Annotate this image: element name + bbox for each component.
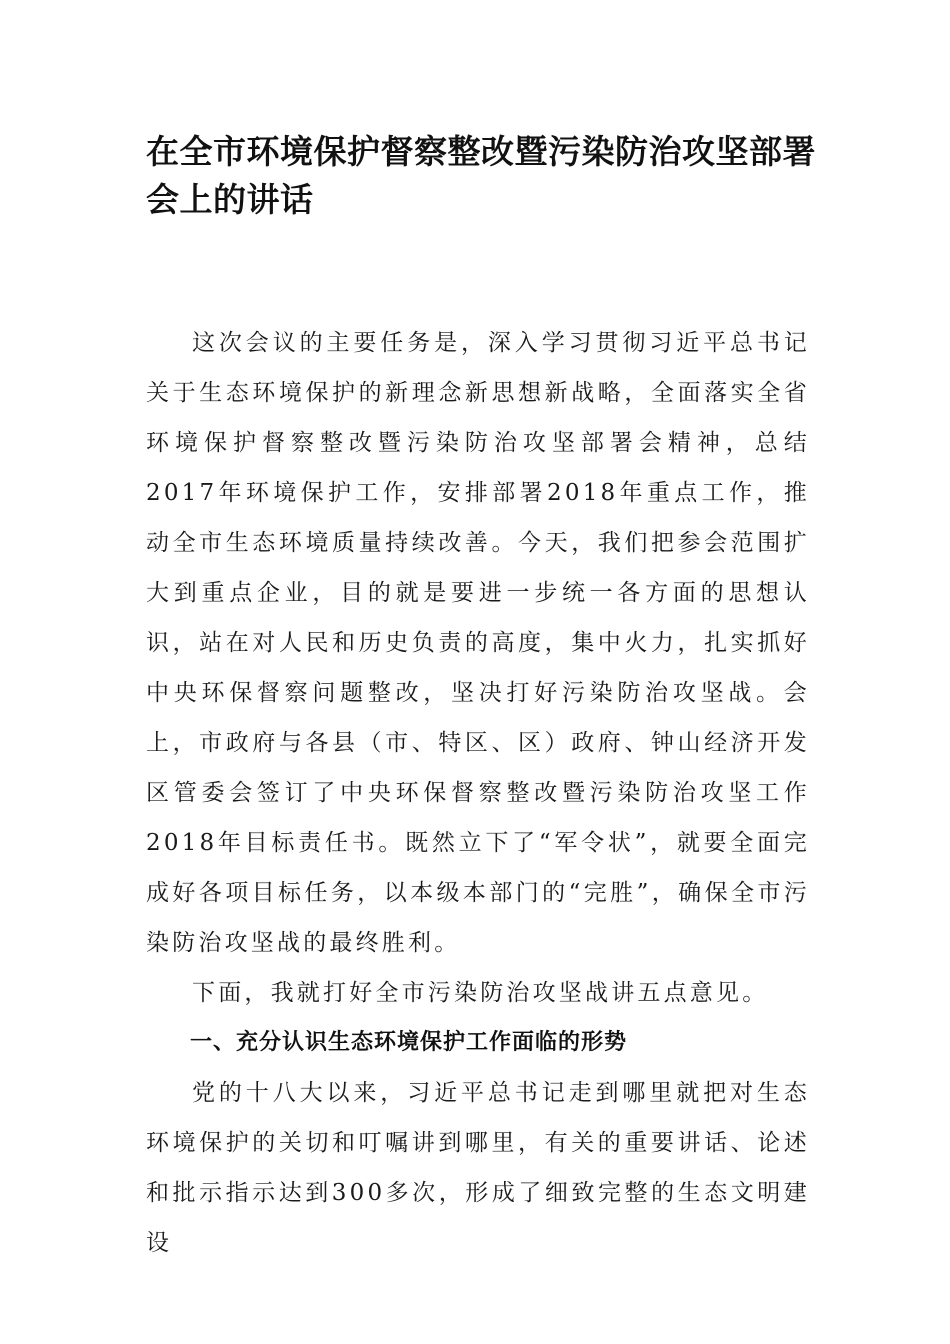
document-body: [146, 318, 810, 1268]
paragraph-outline: 下面，我就打好全市污染防治攻坚战讲五点意见。: [192, 980, 769, 1006]
document-title: 在全市环境保护督察整改暨污染防治攻坚部署会上的讲话: [146, 132, 816, 219]
section-heading-1: 一、充分认识生态环境保护工作面临的形势: [190, 1030, 628, 1055]
paragraph-section-1: 党的十八大以来，习近平总书记走到哪里就把对生态环境保护的关切和叮嘱讲到哪里，有关的重要讲话、论述和批示指示达到300多次，形成了细致完整的生态文明建设: [146, 1080, 810, 1256]
paragraph-intro: 这次会议的主要任务是，深入学习贯彻习近平总书记关于生态环境保护的新理念新思想新战略，全面落实全省环境保护督察整改暨污染防治攻坚部署会精神，总结2017年环境保护工作，安排部署2018年重点工作，推动全市生态环境质量持续改善。今天，我们把参会范围扩大到重点企业，目的就是要进一步统一各方面的思想认识，站在对人民和历史负责的高度，集中火力，扎实抓好中央环保督察问题整改，坚决打好污染防治攻坚战。会上，市政府与各县（市、特区、区）政府、钟山经济开发区管委会签订了中央环保督察整改暨污染防治攻坚工作2018年目标责任书。既然立下了“军令状”，就要全面完成好各项目标任务，以本级本部门的“完胜”，确保全市污染防治攻坚战的最终胜利。: [146, 330, 810, 956]
